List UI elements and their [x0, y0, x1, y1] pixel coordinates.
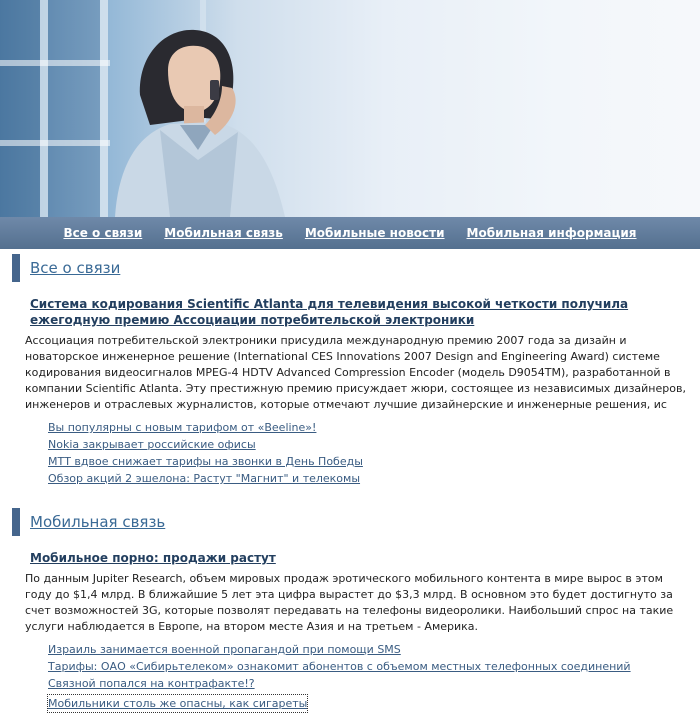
section-marker — [12, 254, 20, 282]
main-nav — [0, 217, 700, 249]
related-link[interactable]: МТТ вдвое снижает тарифы на звонки в День Победы — [48, 455, 363, 468]
nav-item-mobile-information[interactable]: Мобильная информация — [466, 226, 637, 240]
related-link[interactable]: Обзор акций 2 эшелона: Растут "Магнит" и телекомы — [48, 472, 361, 485]
section-all-about-communication — [12, 254, 692, 487]
nav-item-mobile-communication[interactable]: Мобильная связь — [164, 226, 283, 240]
woman-on-phone-photo — [0, 0, 700, 217]
related-link[interactable]: Nokia закрывает российские офисы — [48, 438, 256, 451]
section-header — [12, 254, 692, 282]
nav-item-mobile-news[interactable]: Мобильные новости — [304, 226, 445, 240]
section-mobile-communication — [12, 508, 692, 712]
related-link[interactable]: Тарифы: ОАО «Сибирьтелеком» ознакомит абонентов с объемом местных телефонных соединений — [48, 660, 631, 673]
section-title[interactable]: Все о связи — [30, 259, 121, 277]
related-link[interactable]: Вы популярны с новым тарифом от «Beeline»! — [48, 421, 317, 434]
section-marker — [12, 508, 20, 536]
section-title[interactable]: Мобильная связь — [30, 513, 166, 531]
article-summary: Ассоциация потребительской электроники присудила международную премию 2007 года за дизайн и новаторское инженерное решение (International CES Innovations 2007 Design and Engineering Award) системе кодирования видеосигналов MPEG-4 HDTV Advanced Compression Encoder (модель D9054TM), разработанной в компании Scientific Atlanta. Эту престижную премию присуждает жюри, состоящее из независимых дизайнеров, инженеров и отраслевых журналистов, которые отмечают лучшие дизайнерские и инженерные решения, ис — [25, 334, 686, 411]
related-links — [48, 641, 692, 712]
section-header — [12, 508, 692, 536]
related-link[interactable]: Израиль занимается военной пропагандой при помощи SMS — [48, 643, 401, 656]
related-link[interactable]: Связной попался на контрафакте!? — [48, 677, 255, 690]
article-title-link[interactable]: Мобильное порно: продажи растут — [30, 551, 276, 565]
related-links — [48, 419, 692, 487]
nav-item-all-about-communication[interactable]: Все о связи — [63, 226, 143, 240]
related-link-focused[interactable]: Мобильники столь же опасны, как сигареты — [48, 697, 308, 710]
header-banner — [0, 0, 700, 217]
article-summary: По данным Jupiter Research, объем мировых продаж эротического мобильного контента в мире вырос в этом году до $1,4 млрд. В ближайшие 5 лет эта цифра вырастет до $3,3 млрд. В основном это будет достигнуто за счет возможностей 3G, которые позволят передавать на телефоны видеоролики. Наибольший спрос на такие услуги наблюдается в Европе, на втором месте Азия и на третьем - Америка. — [25, 572, 674, 633]
article-title-link[interactable]: Система кодирования Scientific Atlanta для телевидения высокой четкости получила ежегодную премию Ассоциации потребительской электроники — [30, 297, 629, 327]
